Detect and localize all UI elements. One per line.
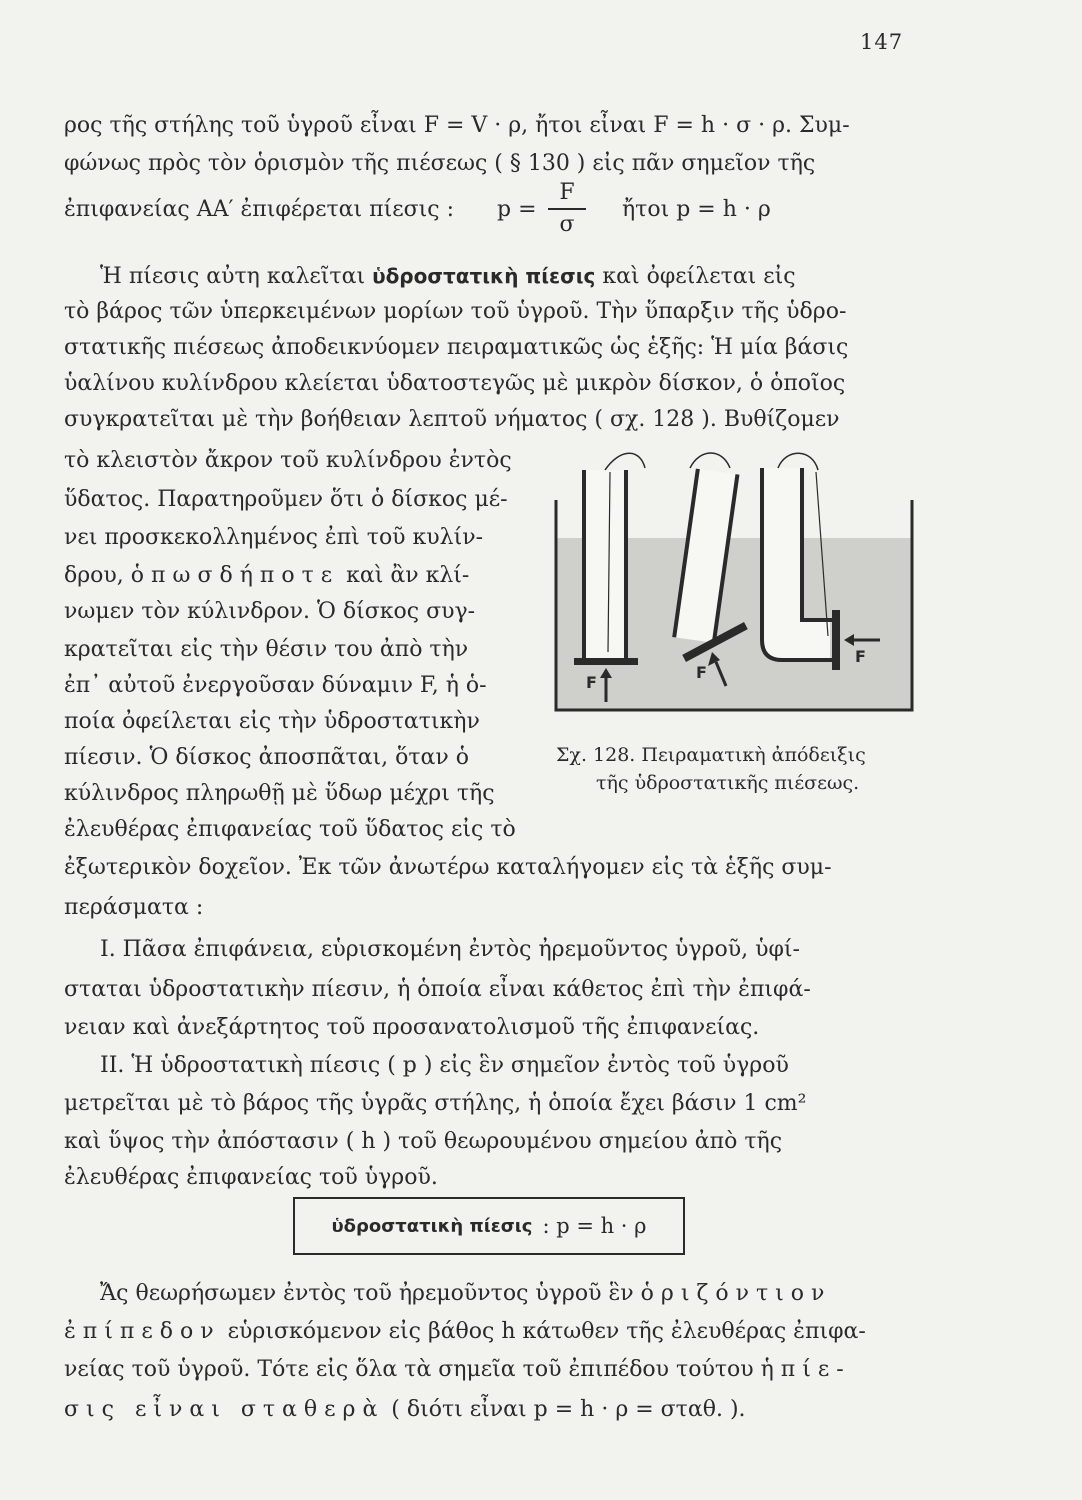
conclusion-1-line2: σταται ὑδροστατικὴν πίεσιν, ἡ ὁποία εἶναι κάθετος ἐπὶ τὴν ἐπιφά- (64, 977, 811, 1002)
para2-line5: συγκρατεῖται μὲ τὴν βοήθειαν λεπτοῦ νήματος ( σχ. 128 ). Βυθίζομεν (64, 407, 840, 432)
para1-line1: ρος τῆς στήλης τοῦ ὑγροῦ εἶναι F = V · ρ, ἤτοι εἶναι F = h · σ · ρ. Συμ- (64, 113, 850, 138)
conclusion-2-line1: ΙΙ. Ἡ ὑδροστατικὴ πίεσις ( p ) εἰς ἓν σημεῖον ἐντὸς τοῦ ὑγροῦ (100, 1053, 789, 1078)
conclusion-2-line4: ἐλευθέρας ἐπιφανείας τοῦ ὑγροῦ. (64, 1165, 438, 1190)
para3-line2: ἐπίπεδον εὑρισκόμενον εἰς βάθος h κάτωθεν τῆς ἐλευθέρας ἐπιφα- (64, 1319, 866, 1344)
page-number: 147 (860, 30, 904, 54)
para2-line6: τὸ κλειστὸν ἄκρον τοῦ κυλίνδρου ἐντὸς (64, 448, 512, 473)
cylinder-1-interior (584, 470, 626, 660)
thread-1 (605, 453, 645, 470)
para2-line9: δρου, ὁπωσδήποτε καὶ ἂν κλί- (64, 563, 470, 588)
para2-line13: ποία ὀφείλεται εἰς τὴν ὑδροστατικὴν (64, 709, 480, 734)
para3-line3: νείας τοῦ ὑγροῦ. Τότε εἰς ὅλα τὰ σημεῖα τοῦ ἐπιπέδου τούτου ἡ πίε- (64, 1357, 851, 1382)
para1-line2: φώνως πρὸς τὸν ὁρισμὸν τῆς πιέσεως ( § 130 ) εἰς πᾶν σημεῖον τῆς (64, 151, 816, 176)
para2-line18: περάσματα : (64, 895, 204, 920)
fraction-denominator: σ (559, 212, 575, 237)
formula-lhs: p = (497, 197, 537, 222)
para2-line17: ἐξωτερικὸν δοχεῖον. Ἐκ τῶν ἀνωτέρω καταλήγομεν εἰς τὰ ἑξῆς συμ- (64, 855, 832, 880)
para2-line12: ἐπ᾽ αὐτοῦ ἐνεργοῦσαν δύναμιν F, ἡ ὁ- (64, 673, 487, 698)
term-hydrostatic-pressure: ὑδροστατικὴ πίεσις (372, 264, 596, 288)
para2-line4: ὑαλίνου κυλίνδρου κλείεται ὑδατοστεγῶς μὲ μικρὸν δίσκον, ὁ ὁποῖος (64, 371, 846, 396)
conclusion-1-line3: νειαν καὶ ἀνεξάρτητος τοῦ προσανατολισμοῦ τῆς ἐπιφανείας. (64, 1015, 760, 1040)
conclusion-1-line1: Ι. Πᾶσα ἐπιφάνεια, εὑρισκομένη ἐντὸς ἠρεμοῦντος ὑγροῦ, ὑφί- (100, 937, 800, 962)
para2-line8: νει προσκεκολλημένος ἐπὶ τοῦ κυλίν- (64, 525, 484, 550)
force-label-2: F (696, 663, 707, 682)
para2-line2: τὸ βάρος τῶν ὑπερκειμένων μορίων τοῦ ὑγροῦ. Τὴν ὕπαρξιν τῆς ὑδρο- (64, 299, 847, 324)
para3-line1: Ἄς θεωρήσωμεν ἐντὸς τοῦ ἠρεμοῦντος ὑγροῦ ἓν ὁριζόντιον (100, 1281, 832, 1306)
boxed-formula-label: ὑδροστατικὴ πίεσις (331, 1215, 533, 1237)
thread-2 (690, 453, 730, 468)
conclusion-2-line2: μετρεῖται μὲ τὸ βάρος τῆς ὑγρᾶς στήλης, ἡ ὁποία ἔχει βάσιν 1 cm² (64, 1091, 807, 1116)
para2-line14: πίεσιν. Ὁ δίσκος ἀποσπᾶται, ὅταν ὁ (64, 745, 470, 770)
para3-line4: σις εἶναι σταθερὰ ( διότι εἶναι p = h · ρ = σταθ. ). (64, 1397, 746, 1422)
para1-line3: ἐπιφανείας ΑΑ′ ἐπιφέρεται πίεσις : (64, 197, 455, 222)
para2-line10: νωμεν τὸν κύλινδρον. Ὁ δίσκος συγ- (64, 599, 476, 624)
thread-3 (778, 453, 818, 470)
force-label-3: F (855, 647, 866, 666)
boxed-formula-expression: : p = h · ρ (542, 1214, 647, 1238)
figure-128-diagram (550, 440, 922, 720)
para2-line15: κύλινδρος πληρωθῇ μὲ ὕδωρ μέχρι τῆς (64, 781, 495, 806)
para2-line11: κρατεῖται εἰς τὴν θέσιν του ἀπὸ τὴν (64, 637, 469, 662)
fraction-bar (548, 208, 586, 210)
fraction-numerator: F (559, 180, 575, 205)
figure-caption-line2: τῆς ὑδροστατικῆς πιέσεως. (596, 772, 860, 794)
conclusion-2-line3: καὶ ὕψος τὴν ἀπόστασιν ( h ) τοῦ θεωρουμένου σημείου ἀπὸ τῆς (64, 1129, 783, 1154)
figure-caption-line1: Σχ. 128. Πειραματικὴ ἀπόδειξις (556, 744, 866, 766)
para2-line7: ὕδατος. Παρατηροῦμεν ὅτι ὁ δίσκος μέ- (64, 487, 508, 512)
disc-3 (832, 610, 840, 670)
disc-1 (574, 658, 638, 665)
para2-line1: Ἡ πίεσις αὐτη καλεῖται ὑδροστατικὴ πίεσις καὶ ὀφείλεται εἰς (100, 264, 796, 289)
para2-line16: ἐλευθέρας ἐπιφανείας τοῦ ὕδατος εἰς τὸ (64, 817, 516, 842)
boxed-formula (293, 1197, 685, 1255)
formula-rest: ἤτοι p = h · ρ (622, 197, 771, 222)
force-label-1: F (586, 673, 597, 692)
para2-line3: στατικῆς πιέσεως ἀποδεικνύομεν πειραματικῶς ὡς ἑξῆς: Ἡ μία βάσις (64, 335, 849, 360)
